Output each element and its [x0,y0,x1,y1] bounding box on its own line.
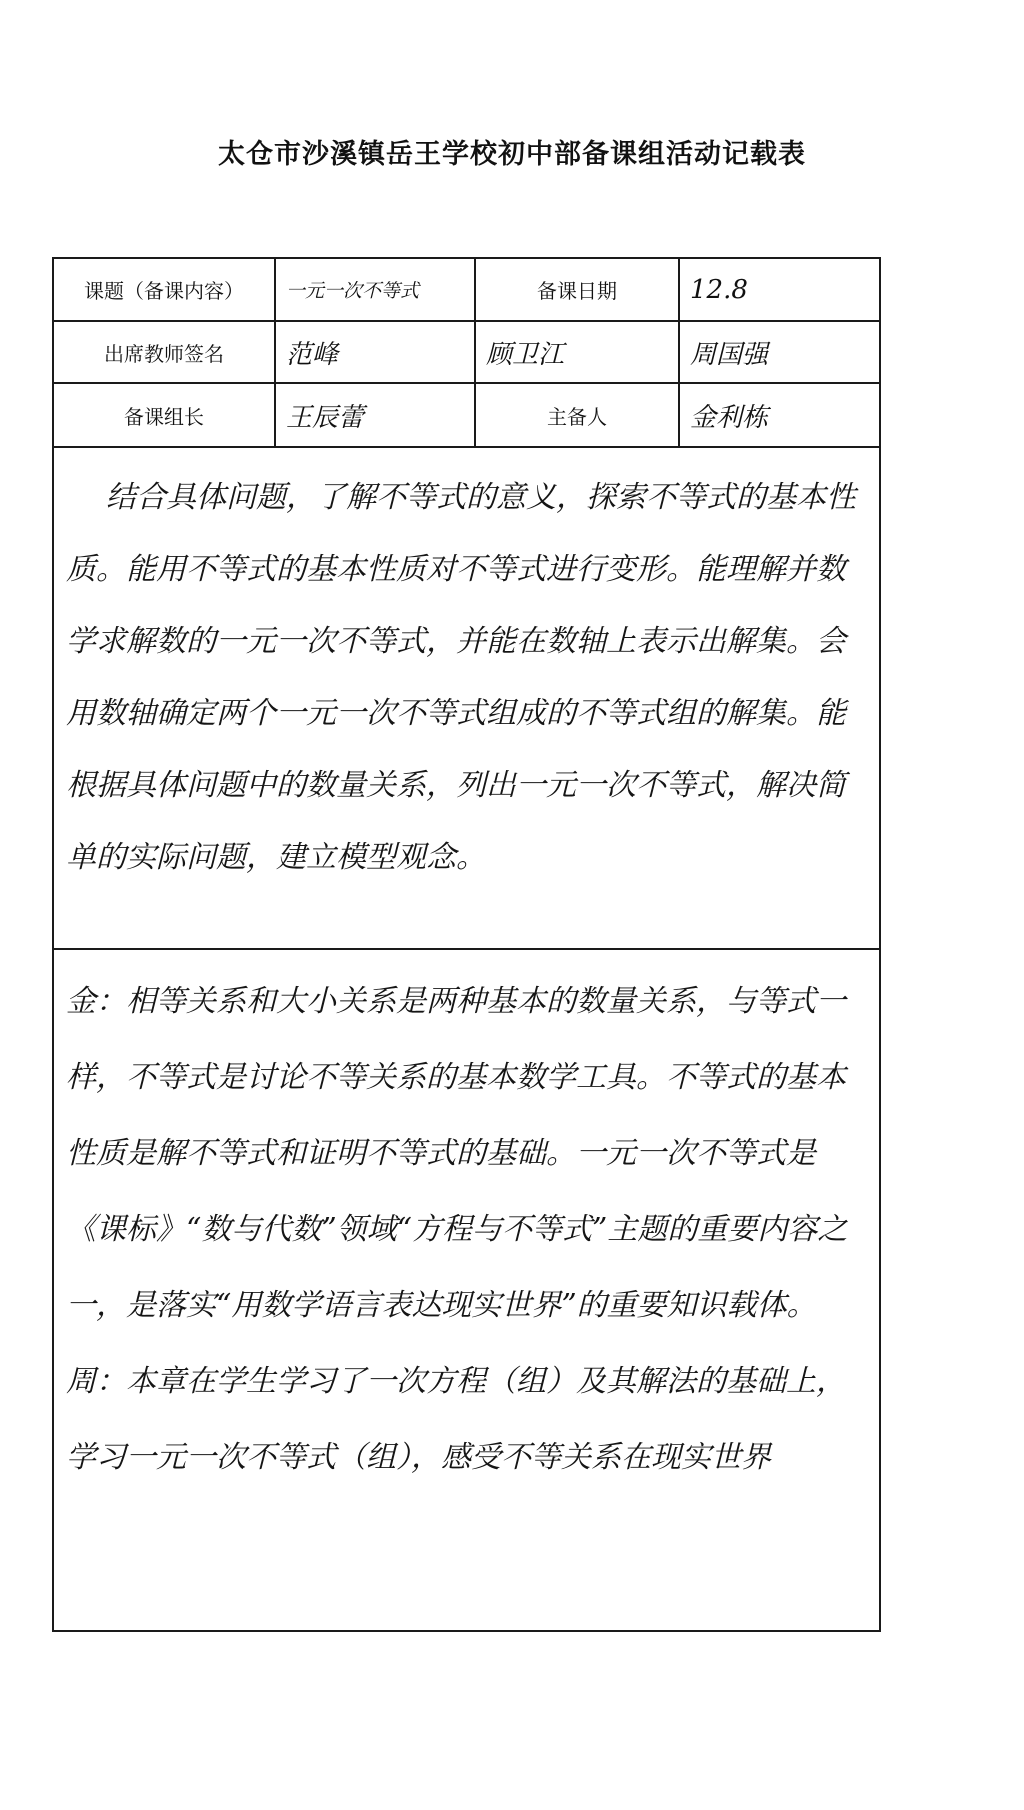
discussion-paragraph: 金：相等关系和大小关系是两种基本的数量关系，与等式一样，不等式是讨论不等关系的基本数学工具。不等式的基本性质是解不等式和证明不等式的基础。一元一次不等式是《课标》“数与代数”领域“方程与不等式”主题的重要内容之一，是落实“用数学语言表达现实世界”的重要知识载体。 [66,984,848,1323]
leader-label: 备课组长 [54,384,276,448]
discussion-paragraph: 周：本章在学生学习了一次方程（组）及其解法的基础上，学习一元一次不等式（组），感受不等关系在现实世界 [66,1364,846,1475]
attendee-signature: 顾卫江 [476,322,680,384]
discussion-notes [54,950,879,1630]
date-value: 12.8 [680,259,879,322]
topic-label: 课题（备课内容） [54,259,276,322]
attendee-signature: 周国强 [680,322,879,384]
topic-value: 一元一次不等式 [276,259,476,322]
page-title: 太仓市沙溪镇岳王学校初中部备课组活动记载表 [218,139,806,170]
attendees-label: 出席教师签名 [54,322,276,384]
leader-value: 王辰蕾 [276,384,476,448]
objectives-text: 结合具体问题，了解不等式的意义，探索不等式的基本性质。能用不等式的基本性质对不等式进行变形。能理解并数学求解数的一元一次不等式，并能在数轴上表示出解集。会用数轴确定两个一元一次不等式组成的不等式组的解集。能根据具体问题中的数量关系，列出一元一次不等式，解决简单的实际问题，建立模型观念。 [54,448,879,950]
presenter-value: 金利栋 [680,384,879,448]
info-grid [54,259,879,448]
presenter-label: 主备人 [476,384,680,448]
attendee-signature: 范峰 [276,322,476,384]
record-table [52,257,881,1632]
date-label: 备课日期 [476,259,680,322]
